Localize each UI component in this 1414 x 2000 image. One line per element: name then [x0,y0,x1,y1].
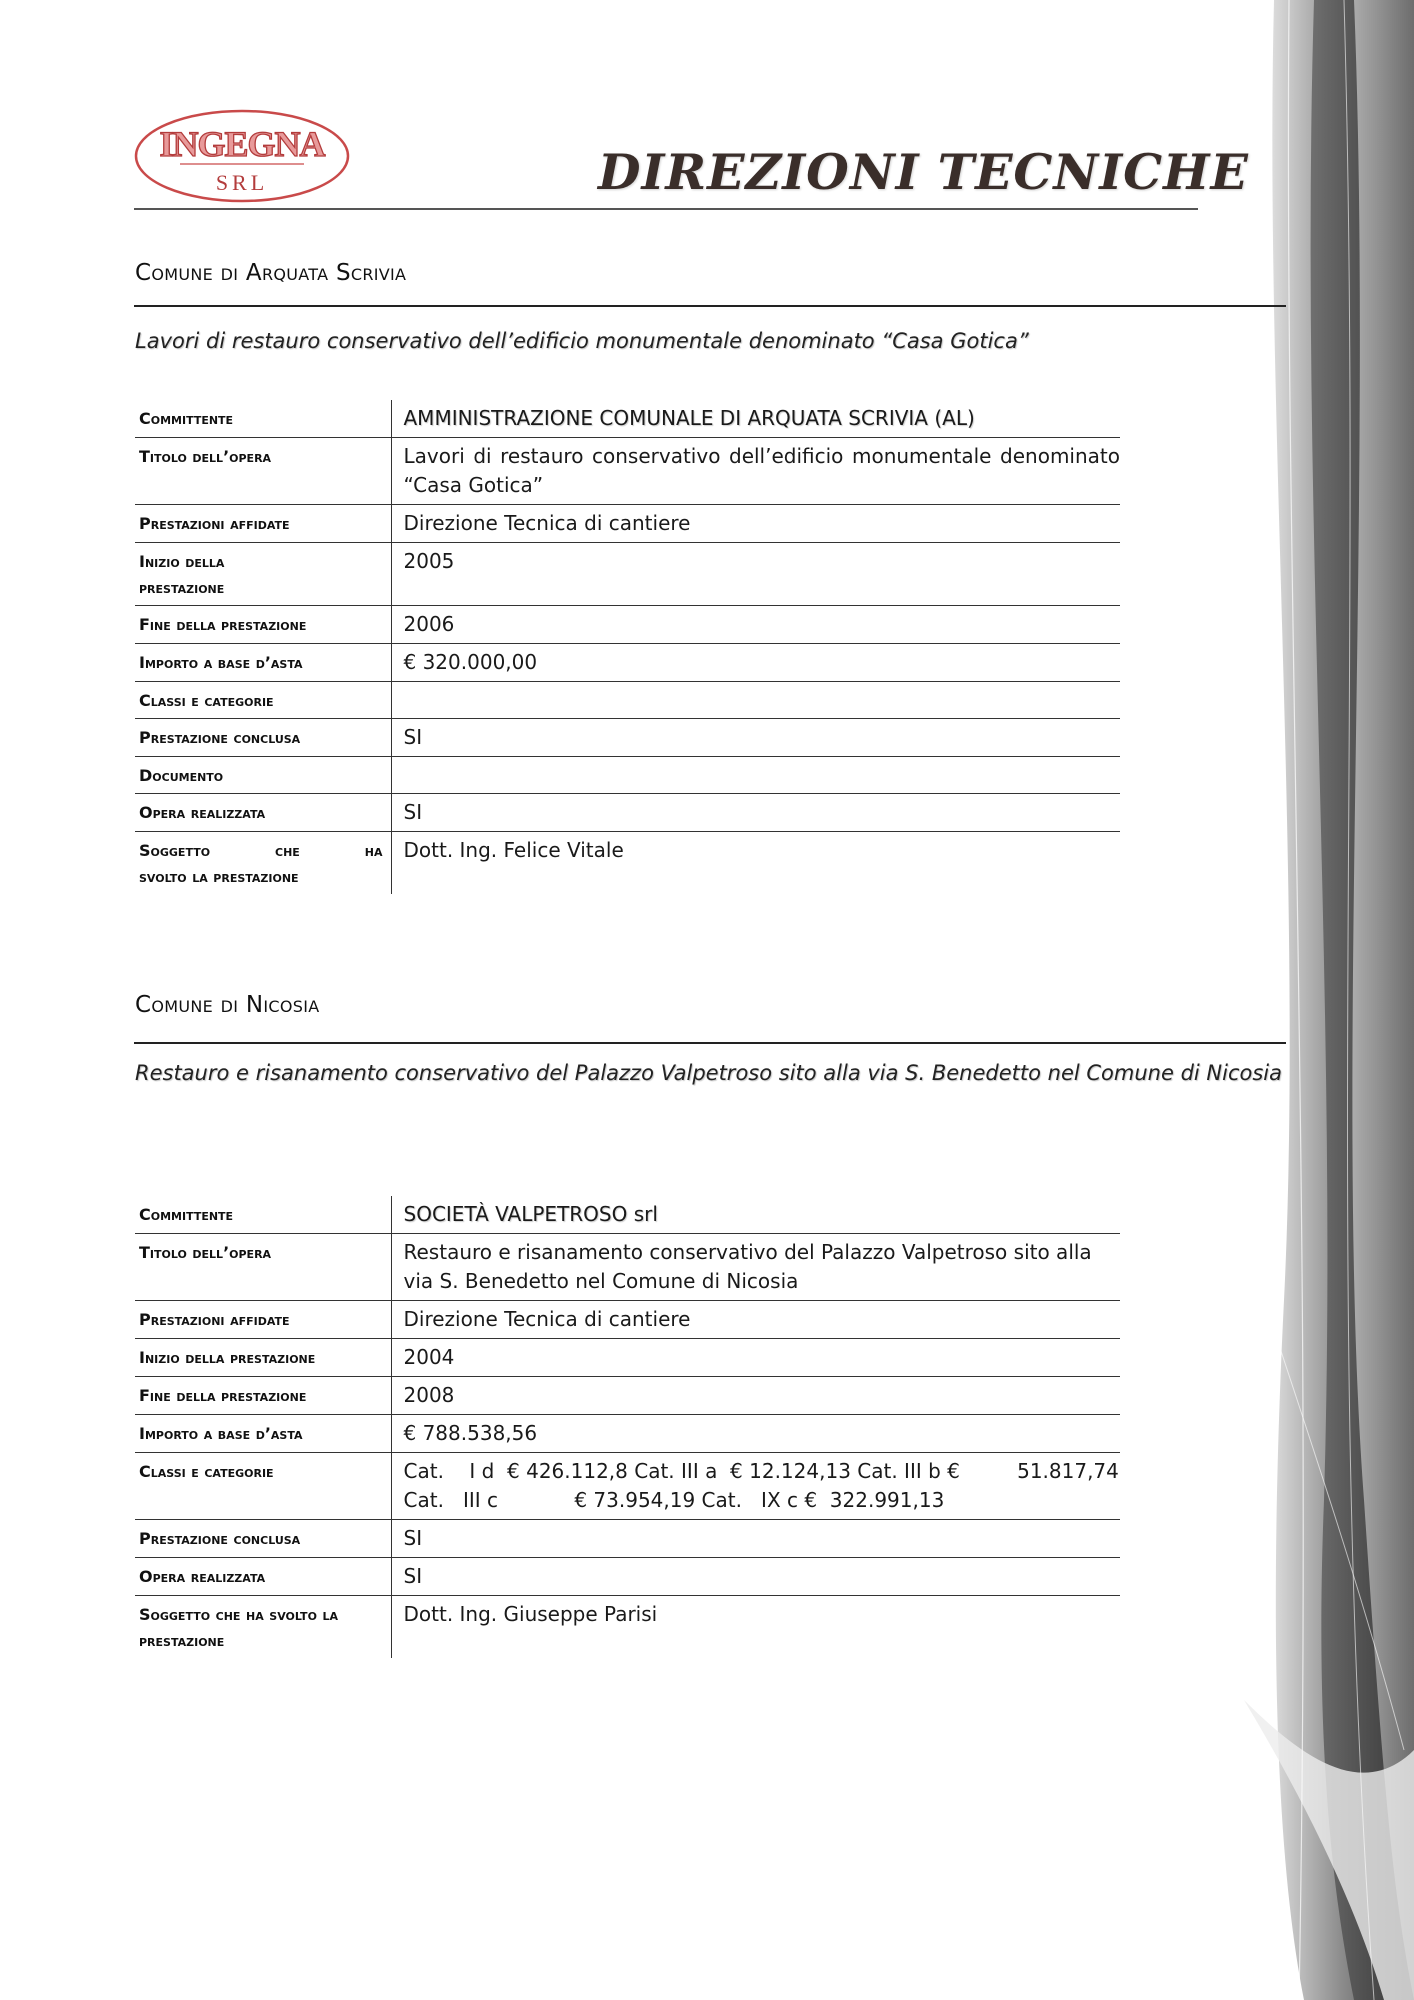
row-label [135,832,391,895]
prestazioni-value: Direzione Tecnica di cantiere [391,1301,1120,1339]
table-row [135,757,1120,794]
fine-value: 2008 [391,1377,1120,1415]
ingegna-logo [132,108,352,204]
table-row [135,1377,1120,1415]
table-row [135,682,1120,719]
soggetto-value: Dott. Ing. Giuseppe Parisi [391,1596,1120,1659]
importo-value: € 320.000,00 [391,644,1120,682]
row-label: Prestazioni affidate [135,505,391,543]
table-row [135,832,1120,895]
row-label: Importo a base d’asta [135,644,391,682]
soggetto-value: Dott. Ing. Felice Vitale [391,832,1120,895]
table-row [135,438,1120,505]
table-row [135,1520,1120,1558]
table-row [135,400,1120,438]
inizio-value: 2005 [391,543,1120,606]
documento-value [391,757,1120,794]
row-label: Prestazioni affidate [135,1301,391,1339]
row-label: Prestazione conclusa [135,1520,391,1558]
table-row [135,1234,1120,1301]
classi-value [391,682,1120,719]
page-title: DIREZIONI TECNICHE [598,143,1249,201]
project-subtitle: Lavori di restauro conservativo dell’edificio monumentale denominato “Casa Gotica” [135,329,1029,353]
decorative-side-ribbon [1244,0,1414,2000]
fine-value: 2006 [391,606,1120,644]
row-label: Importo a base d’asta [135,1415,391,1453]
table-row [135,644,1120,682]
logo-brand: INGEGNA [159,124,325,164]
table-row [135,1596,1120,1659]
row-label: Prestazione conclusa [135,719,391,757]
row-label: Opera realizzata [135,794,391,832]
row-label: Fine della prestazione [135,1377,391,1415]
project-subtitle: Restauro e risanamento conservativo del Palazzo Valpetroso sito alla via S. Benedetto nel Comune di Nicosia [135,1061,1282,1085]
table-row [135,1301,1120,1339]
row-label: Soggetto che ha svolto la prestazione [139,1605,339,1650]
inizio-value: 2004 [391,1339,1120,1377]
section-divider [134,1042,1286,1044]
logo-suffix: SRL [215,170,269,195]
table-row [135,543,1120,606]
conclusa-value: SI [391,1520,1120,1558]
section-heading: Comune di Nicosia [135,992,320,1018]
row-label: Titolo dell’opera [135,1234,391,1301]
importo-value: € 788.538,56 [391,1415,1120,1453]
table-row [135,1339,1120,1377]
table-row [135,719,1120,757]
table-row [135,1196,1120,1234]
label-word: ha [364,841,383,860]
table-row [135,1453,1120,1520]
soggetto-label-line1 [139,838,383,864]
row-label: Classi e categorie [135,682,391,719]
table-row [135,505,1120,543]
classi-value [391,1453,1120,1520]
table-row [135,1558,1120,1596]
row-label: Fine della prestazione [135,606,391,644]
row-label: Committente [135,400,391,438]
conclusa-value: SI [391,719,1120,757]
header-divider [134,208,1198,210]
row-label: Inizio della prestazione [135,543,391,606]
table-row [135,1415,1120,1453]
classi-line: Cat. III c € 73.954,19 Cat. IX c € 322.991,13 [403,1488,945,1512]
row-label: Opera realizzata [135,1558,391,1596]
titolo-value: Restauro e risanamento conservativo del Palazzo Valpetroso sito alla via S. Benedetto nel Comune di Nicosia [391,1234,1120,1301]
row-label: Documento [135,757,391,794]
realizzata-value: SI [391,794,1120,832]
section-heading: Comune di Arquata Scrivia [135,260,407,286]
committente-value: AMMINISTRAZIONE COMUNALE DI ARQUATA SCRIVIA (AL) [391,400,1120,438]
label-word: Soggetto [139,841,211,860]
project-info-table [135,400,1120,894]
section-divider [134,305,1286,307]
soggetto-label-line2: svolto la prestazione [139,867,299,886]
table-row [135,794,1120,832]
row-label: Inizio della prestazione [135,1339,391,1377]
row-label: Classi e categorie [135,1453,391,1520]
label-word: che [275,841,300,860]
titolo-value: Lavori di restauro conservativo dell’edificio monumentale denominato “Casa Gotica” [391,438,1120,505]
classi-line: Cat. I d € 426.112,8 Cat. III a € 12.124,13 Cat. III b € 51.817,74 [403,1459,1119,1483]
row-label: Titolo dell’opera [135,438,391,505]
project-info-table [135,1196,1120,1658]
realizzata-value: SI [391,1558,1120,1596]
row-label: Committente [135,1196,391,1234]
prestazioni-value: Direzione Tecnica di cantiere [391,505,1120,543]
table-row [135,606,1120,644]
committente-value: SOCIETÀ VALPETROSO srl [391,1196,1120,1234]
